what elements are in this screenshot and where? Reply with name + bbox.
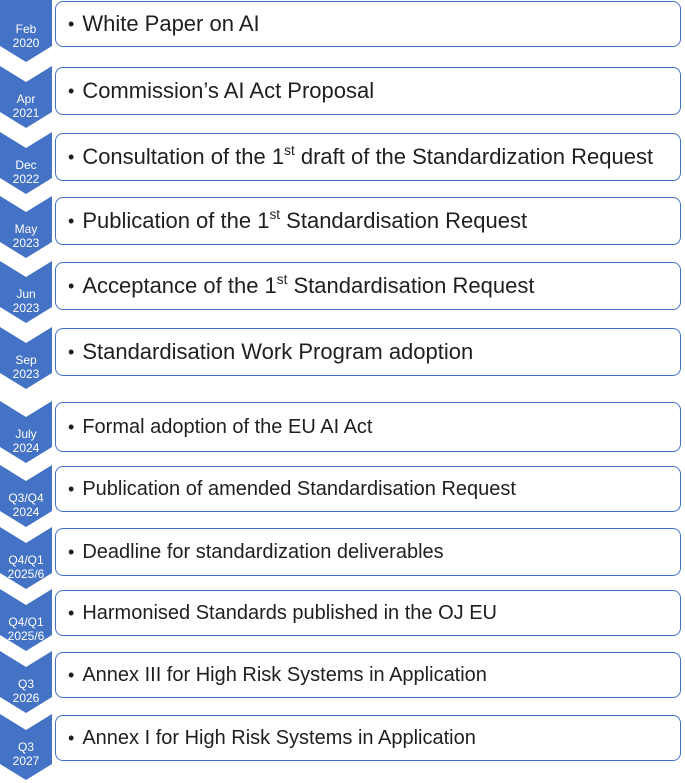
ordinal-suffix: st xyxy=(284,143,295,158)
date-line-2: 2022 xyxy=(12,172,40,186)
milestone-text: Commission’s AI Act Proposal xyxy=(82,78,375,103)
timeline-row xyxy=(0,196,685,258)
date-chevron xyxy=(0,66,58,128)
date-chevron xyxy=(0,465,58,527)
date-chevron xyxy=(0,401,58,463)
date-line-2: 2024 xyxy=(12,505,40,519)
timeline-row xyxy=(0,66,685,128)
date-line-2: 2021 xyxy=(12,106,40,120)
date-label xyxy=(0,222,52,250)
date-label xyxy=(0,92,52,120)
date-line-2: 2023 xyxy=(12,301,40,315)
milestone-card xyxy=(55,328,681,376)
date-chevron xyxy=(0,132,58,194)
milestone-text: Deadline for standardization deliverables xyxy=(82,540,444,563)
date-line-2: 2023 xyxy=(12,367,40,381)
bullet-icon: • xyxy=(68,13,75,34)
date-label xyxy=(0,553,52,581)
date-line-1: May xyxy=(14,222,38,236)
timeline-row xyxy=(0,465,685,527)
date-line-1: Jun xyxy=(16,287,36,301)
timeline-row xyxy=(0,714,685,780)
milestone-card xyxy=(55,133,681,181)
ordinal-suffix: st xyxy=(276,272,288,287)
milestone-text: White Paper on AI xyxy=(82,11,260,36)
milestone-card xyxy=(55,466,681,512)
milestone-text: Harmonised Standards published in the OJ EU xyxy=(82,601,497,624)
milestone-text: Standardisation Work Program adoption xyxy=(82,339,474,364)
date-line-1: Q3 xyxy=(17,740,34,754)
bullet-icon: • xyxy=(68,341,75,362)
date-line-2: 2027 xyxy=(12,754,40,768)
date-line-1: Q3 xyxy=(17,677,34,691)
date-label xyxy=(0,491,52,519)
timeline-row xyxy=(0,327,685,389)
date-label xyxy=(0,427,52,455)
timeline-row xyxy=(0,0,685,62)
timeline-row xyxy=(0,527,685,589)
milestone-card xyxy=(55,67,681,115)
date-line-2: 2020 xyxy=(12,36,40,50)
date-line-1: Q4/Q1 xyxy=(8,615,44,629)
ordinal-suffix: st xyxy=(269,207,281,222)
date-label xyxy=(0,353,52,381)
milestone-card xyxy=(55,652,681,698)
milestone-text: Acceptance of the 1st Standardisation Request xyxy=(82,272,535,298)
date-line-2: 2024 xyxy=(12,441,40,455)
timeline-row xyxy=(0,651,685,713)
date-label xyxy=(0,615,52,643)
bullet-icon: • xyxy=(68,416,75,437)
date-label xyxy=(0,677,52,705)
timeline-row xyxy=(0,132,685,194)
milestone-card xyxy=(55,1,681,47)
date-chevron xyxy=(0,261,58,323)
date-line-1: Sep xyxy=(15,353,37,367)
milestone-card xyxy=(55,197,681,245)
date-label xyxy=(0,740,52,768)
milestone-card xyxy=(55,528,681,576)
bullet-icon: • xyxy=(68,80,75,101)
date-line-1: Feb xyxy=(15,22,37,36)
date-line-1: Q4/Q1 xyxy=(8,553,44,567)
date-line-2: 2026 xyxy=(12,691,40,705)
date-chevron xyxy=(0,327,58,389)
milestone-text: Formal adoption of the EU AI Act xyxy=(82,415,373,438)
milestone-text: Publication of the 1st Standardisation Request xyxy=(82,207,528,233)
timeline-row xyxy=(0,261,685,323)
bullet-icon: • xyxy=(68,210,75,231)
milestone-text: Publication of amended Standardisation Request xyxy=(82,477,516,500)
date-line-1: Dec xyxy=(15,158,37,172)
date-chevron xyxy=(0,651,58,713)
milestone-card xyxy=(55,262,681,310)
milestone-card xyxy=(55,402,681,452)
date-chevron xyxy=(0,589,58,651)
bullet-icon: • xyxy=(68,727,75,748)
milestone-text: Annex I for High Risk Systems in Application xyxy=(82,726,476,749)
date-chevron xyxy=(0,714,58,780)
date-label xyxy=(0,158,52,186)
milestone-card xyxy=(55,590,681,636)
date-chevron xyxy=(0,527,58,589)
date-line-1: Q3/Q4 xyxy=(8,491,44,505)
date-line-2: 2025/6 xyxy=(7,629,45,643)
bullet-icon: • xyxy=(68,602,75,623)
bullet-icon: • xyxy=(68,146,75,167)
date-label xyxy=(0,22,52,50)
date-chevron xyxy=(0,0,58,62)
bullet-icon: • xyxy=(68,478,75,499)
date-line-1: July xyxy=(15,427,37,441)
milestone-text: Annex III for High Risk Systems in Application xyxy=(82,663,487,686)
bullet-icon: • xyxy=(68,275,75,296)
date-line-2: 2025/6 xyxy=(7,567,45,581)
date-line-2: 2023 xyxy=(12,236,40,250)
timeline-row xyxy=(0,401,685,463)
bullet-icon: • xyxy=(68,541,75,562)
timeline-row xyxy=(0,589,685,651)
date-label xyxy=(0,287,52,315)
date-chevron xyxy=(0,196,58,258)
date-line-1: Apr xyxy=(16,92,36,106)
bullet-icon: • xyxy=(68,664,75,685)
milestone-text: Consultation of the 1st draft of the Standardization Request xyxy=(82,143,654,169)
milestone-card xyxy=(55,715,681,761)
